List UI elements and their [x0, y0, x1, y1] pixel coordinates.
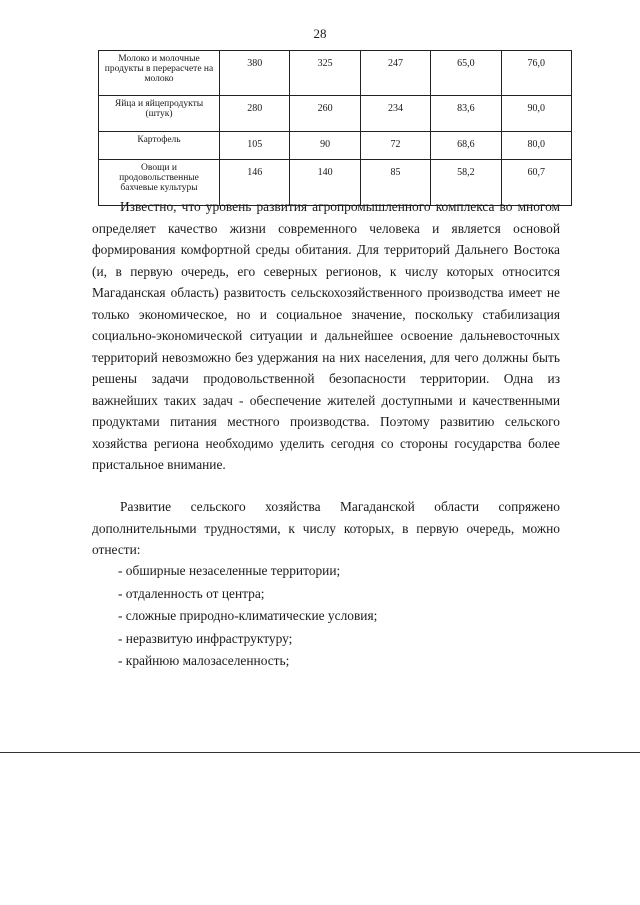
table-cell: 325: [290, 51, 360, 96]
table-cell: 146: [220, 160, 290, 206]
list-item: - обширные незаселенные территории;: [118, 563, 341, 578]
list-item: - крайнюю малозаселенность;: [118, 653, 290, 668]
page-number: 28: [313, 26, 327, 41]
table-cell: 85: [360, 160, 430, 206]
table-cell: 68,6: [431, 132, 501, 160]
consumption-table: [98, 50, 572, 206]
table-cell: 83,6: [431, 96, 501, 132]
footer-divider: [0, 752, 640, 753]
row-label: Овощи и продовольственные бахчевые культуры: [99, 160, 220, 206]
table-cell: 58,2: [431, 160, 501, 206]
paragraph-difficulties: Развитие сельского хозяйства Магаданской области сопряжено дополнительными трудностями, к числу которых, в первую очередь, можно отнести:: [92, 499, 560, 557]
paragraph-intro: Известно, что уровень развития агропромышленного комплекса во многом определяет качество жизни современного человека и является основой формирования комфортной среды обитания. Для территорий Дальнего Востока (и, в первую очередь, его северных регионов, к числу которых относится Магаданская область) развитость сельскохозяйственного производства имеет не только экономическое, но и социальное значение, поскольку стабилизация социально-экономической ситуации и дальнейшее освоение дальневосточных территорий невозможно без удержания на них населения, для чего должны быть решены задачи продовольственной безопасности территории. Одна из важнейших таких задач - обеспечение жителей доступными и качественными продуктами питания местного производства. Поэтому развитию сельского хозяйства региона необходимо уделить сегодня со стороны государства более пристальное внимание.: [92, 199, 560, 472]
table-cell: 140: [290, 160, 360, 206]
table-cell: 247: [360, 51, 430, 96]
table-cell: 65,0: [431, 51, 501, 96]
table-cell: 234: [360, 96, 430, 132]
table-cell: 105: [220, 132, 290, 160]
table-cell: 90: [290, 132, 360, 160]
difficulties-list: [118, 560, 377, 673]
table-cell: 260: [290, 96, 360, 132]
row-label: Молоко и молочные продукты в перерасчете на молоко: [99, 51, 220, 96]
table-cell: 90,0: [501, 96, 571, 132]
table-cell: 72: [360, 132, 430, 160]
list-item: - отдаленность от центра;: [118, 585, 265, 601]
row-label: Яйца и яйцепродукты (штук): [99, 96, 220, 132]
table-row: [99, 96, 572, 132]
table-cell: 60,7: [501, 160, 571, 206]
table-cell: 280: [220, 96, 290, 132]
row-label: Картофель: [99, 132, 220, 160]
table-row: [99, 51, 572, 96]
table-cell: 80,0: [501, 132, 571, 160]
list-item: - неразвитую инфраструктуру;: [118, 630, 293, 646]
table-row: [99, 132, 572, 160]
table-cell: 380: [220, 51, 290, 96]
table-cell: 76,0: [501, 51, 571, 96]
list-item: - сложные природно-климатические условия;: [118, 608, 378, 623]
